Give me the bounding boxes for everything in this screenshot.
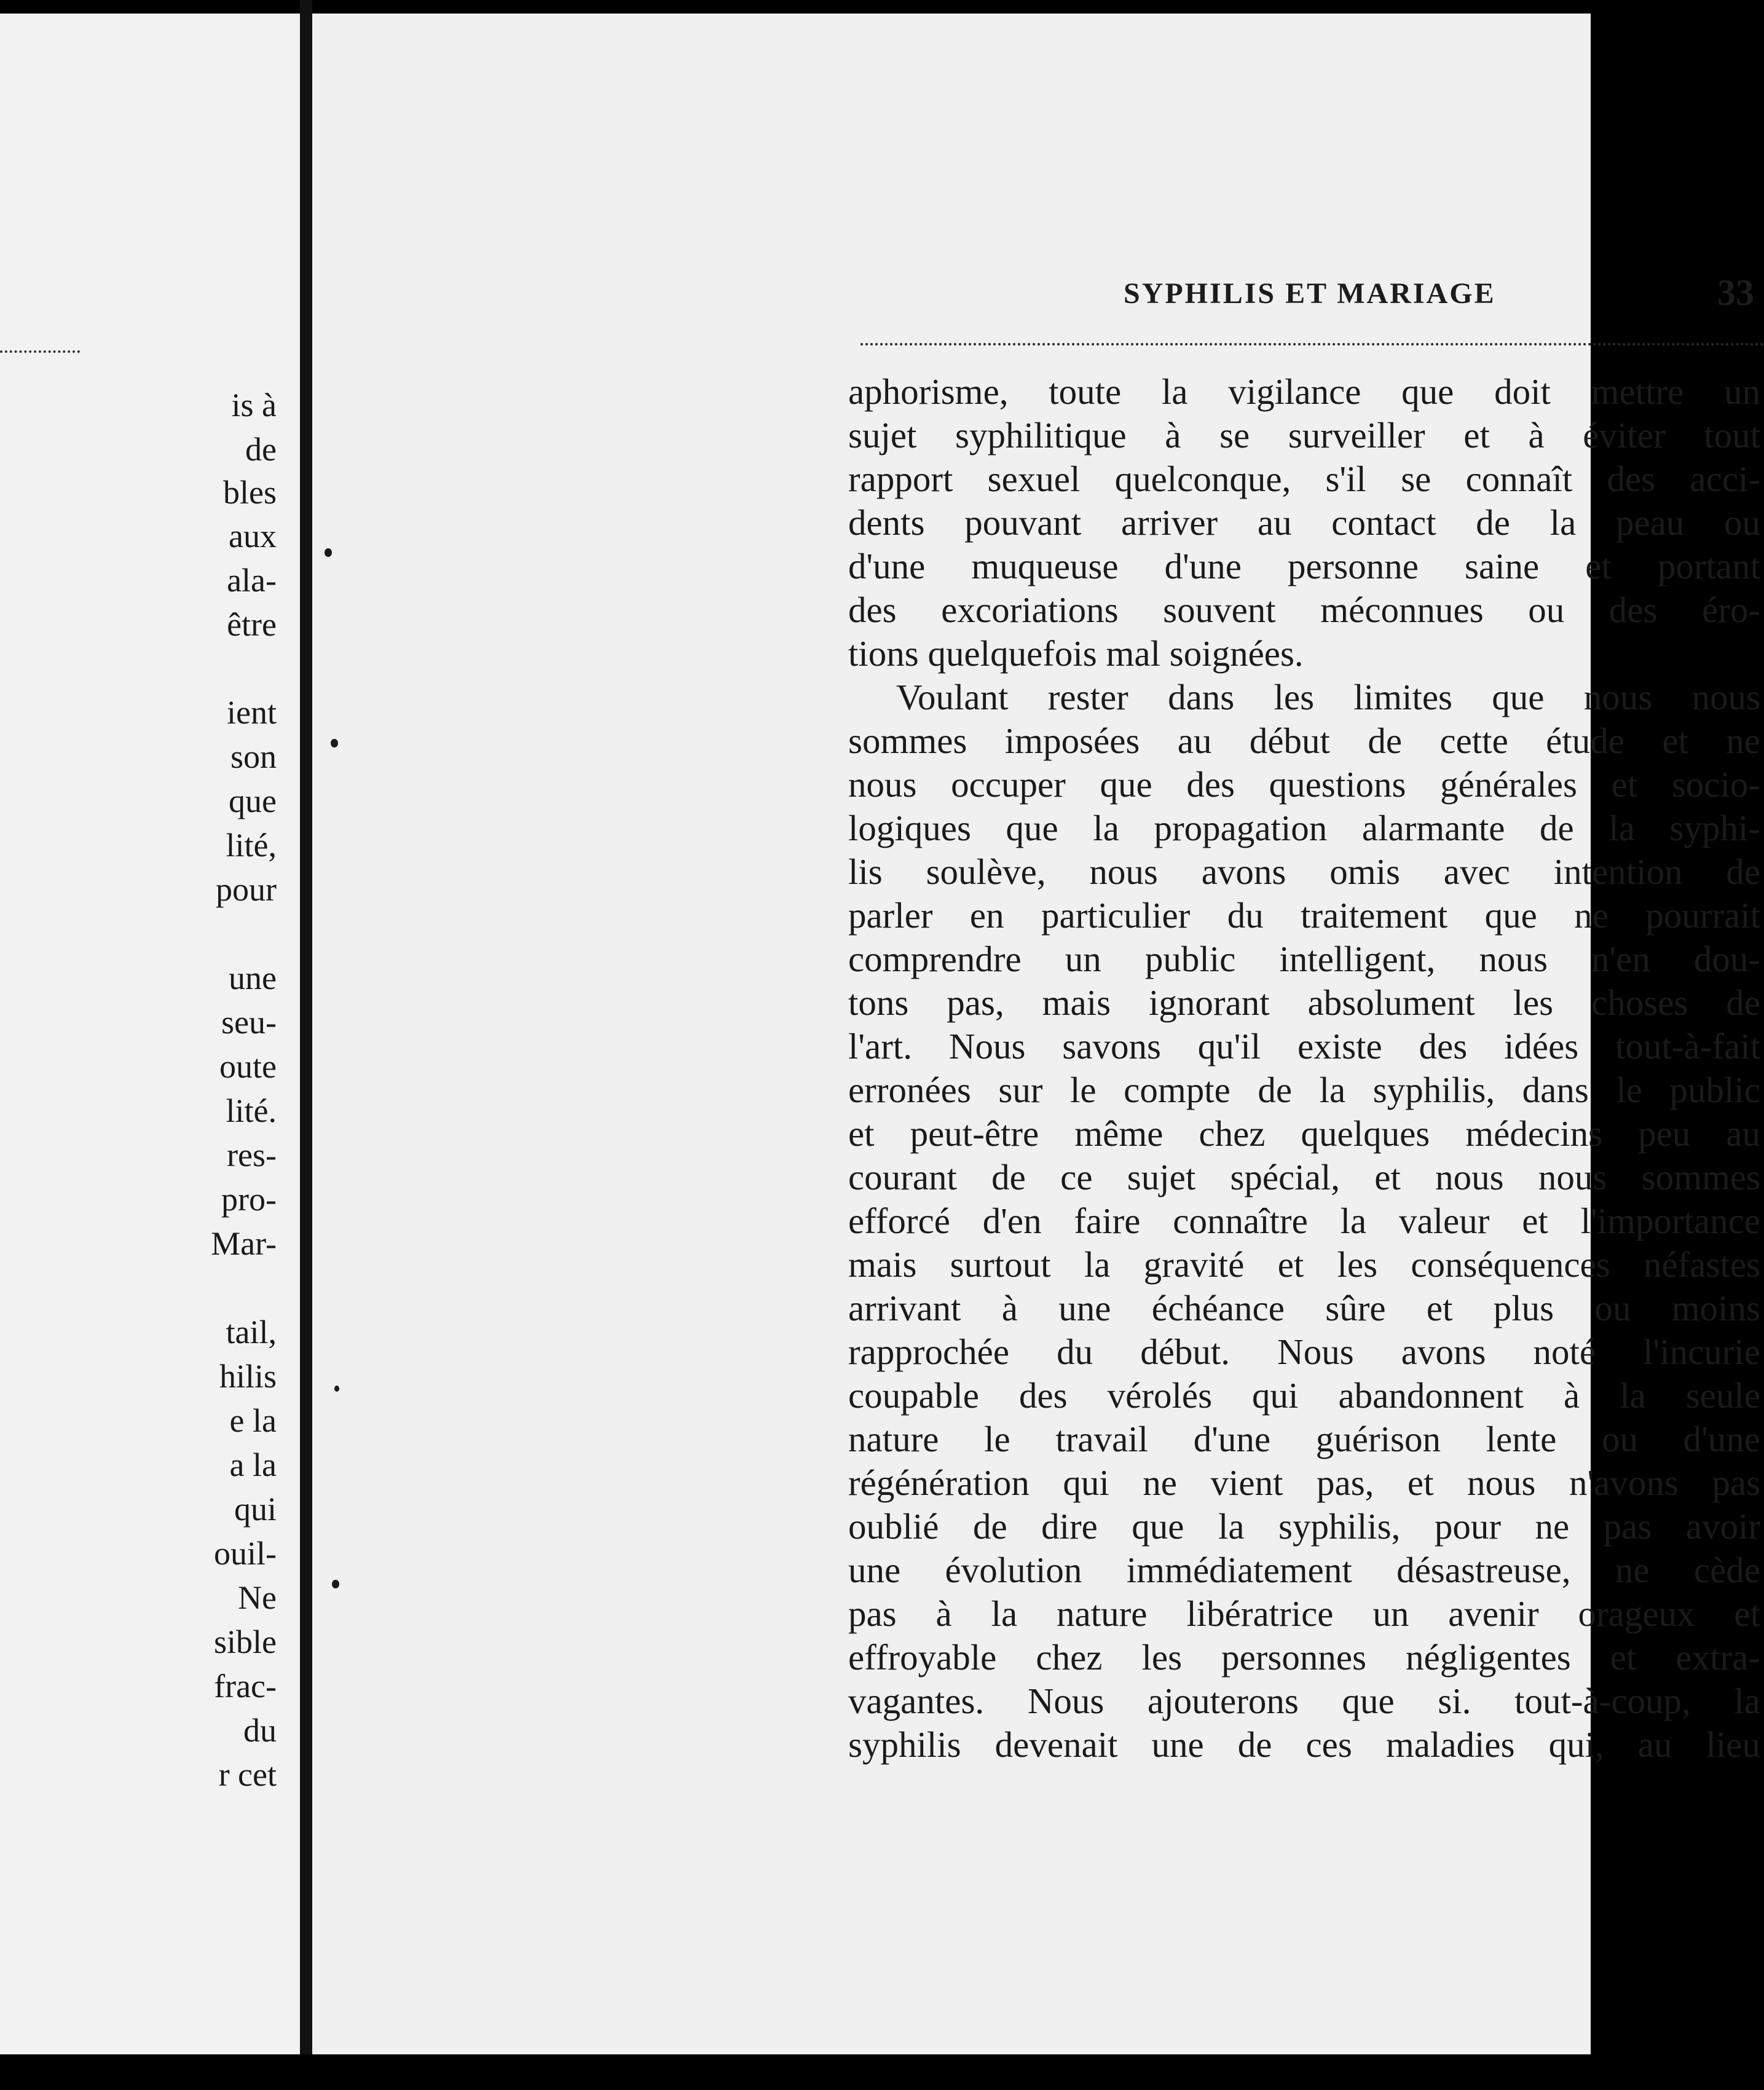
- left-page-line: du: [243, 1712, 277, 1749]
- left-header-rule: [0, 350, 80, 353]
- body-line: rapport sexuel quelconque, s'il se connaît des acci-: [848, 459, 1760, 499]
- header-rule: [860, 343, 1764, 345]
- body-line: vagantes. Nous ajouterons que si. tout-à-coup, la: [848, 1681, 1760, 1721]
- body-line: logiques que la propagation alarmante de la syphi-: [848, 808, 1760, 848]
- body-line: tons pas, mais ignorant absolument les choses de: [848, 982, 1760, 1023]
- body-line: l'art. Nous savons qu'il existe des idées tout-à-fait: [848, 1026, 1760, 1067]
- body-line: nature le travail d'une guérison lente ou d'une: [848, 1419, 1760, 1459]
- body-line: nous occuper que des questions générales et socio-: [848, 764, 1760, 805]
- body-line: pas à la nature libératrice un avenir orageux et: [848, 1593, 1760, 1634]
- body-line: dents pouvant arriver au contact de la peau ou: [848, 502, 1760, 543]
- body-line: coupable des vérolés qui abandonnent à la seule: [848, 1375, 1760, 1416]
- left-page-line: a la: [229, 1446, 277, 1483]
- body-line: erronées sur le compte de la syphilis, dans le public: [848, 1070, 1760, 1110]
- margin-mark: [334, 1386, 339, 1392]
- left-page-line: Mar-: [211, 1225, 277, 1262]
- left-page-line: qui: [234, 1491, 277, 1528]
- body-line: rapprochée du début. Nous avons noté l'incurie: [848, 1331, 1760, 1372]
- left-page-line: Ne: [238, 1579, 277, 1616]
- body-line: efforcé d'en faire connaître la valeur et l'importance: [848, 1201, 1760, 1241]
- left-page-line: e la: [229, 1402, 277, 1439]
- body-text: [848, 370, 1760, 1767]
- left-page-line: tail,: [226, 1314, 277, 1351]
- left-page-line: une: [229, 960, 277, 996]
- body-line: syphilis devenait une de ces maladies qui, au lieu: [848, 1724, 1760, 1765]
- body-line: mais surtout la gravité et les conséquences néfastes: [848, 1244, 1760, 1285]
- body-line: une évolution immédiatement désastreuse, ne cède: [848, 1550, 1760, 1590]
- page-gutter: [300, 0, 312, 2090]
- body-line: aphorisme, toute la vigilance que doit mettre un: [848, 371, 1760, 412]
- left-page-line: être: [227, 606, 277, 643]
- body-line: tions quelquefois mal soignées.: [848, 633, 1304, 674]
- left-page-line: son: [230, 738, 277, 775]
- left-page-line: r cet: [218, 1756, 277, 1793]
- body-line: courant de ce sujet spécial, et nous nous sommes: [848, 1157, 1760, 1197]
- page-number: 33: [1717, 272, 1754, 313]
- left-page-line: lité,: [226, 827, 277, 864]
- margin-mark: [325, 548, 332, 557]
- left-page-line: ouil-: [214, 1535, 277, 1572]
- body-line: oublié de dire que la syphilis, pour ne pas avoir: [848, 1506, 1760, 1547]
- left-page-line: ala-: [227, 562, 277, 599]
- left-page-line: pour: [216, 871, 277, 908]
- left-page-line: aux: [229, 518, 277, 554]
- left-page-line: res-: [227, 1137, 277, 1173]
- left-page-line: bles: [223, 474, 277, 511]
- left-page-line: lité.: [226, 1092, 277, 1129]
- running-head: SYPHILIS ET MARIAGE: [1124, 277, 1496, 310]
- left-page-line: sible: [214, 1623, 277, 1660]
- body-line: arrivant à une échéance sûre et plus ou moins: [848, 1288, 1760, 1328]
- left-page-line: hilis: [219, 1358, 277, 1395]
- left-page-line: de: [245, 431, 277, 468]
- left-page-line: oute: [219, 1048, 277, 1085]
- body-line: d'une muqueuse d'une personne saine et portant: [848, 546, 1760, 586]
- paragraph-start-line: Voulant rester dans les limites que nous nous: [896, 677, 1760, 717]
- margin-mark: [332, 1580, 339, 1588]
- left-facing-page: [0, 14, 302, 2054]
- left-page-line: que: [229, 783, 277, 819]
- body-line: comprendre un public intelligent, nous n'en dou-: [848, 939, 1760, 979]
- body-line: parler en particulier du traitement que ne pourrait: [848, 895, 1760, 936]
- left-page-line: frac-: [214, 1668, 277, 1705]
- body-line: régénération qui ne vient pas, et nous n'avons pas: [848, 1462, 1760, 1503]
- left-page-line: seu-: [221, 1004, 277, 1041]
- body-line: et peut-être même chez quelques médecins peu au: [848, 1113, 1760, 1154]
- body-line: des excoriations souvent méconnues ou des éro-: [848, 590, 1760, 630]
- right-page: [312, 14, 1760, 2054]
- left-page-line: pro-: [221, 1181, 277, 1218]
- margin-mark: [331, 739, 338, 747]
- left-page-line: ient: [227, 694, 277, 731]
- body-line: sujet syphilitique à se surveiller et à éviter tout: [848, 415, 1760, 455]
- body-line: sommes imposées au début de cette étude et ne: [848, 720, 1760, 761]
- body-line: effroyable chez les personnes négligentes et extra-: [848, 1637, 1760, 1678]
- scan-bottom-edge: [0, 2054, 1620, 2090]
- left-page-line: is à: [231, 387, 277, 424]
- body-line: lis soulève, nous avons omis avec intention de: [848, 851, 1760, 892]
